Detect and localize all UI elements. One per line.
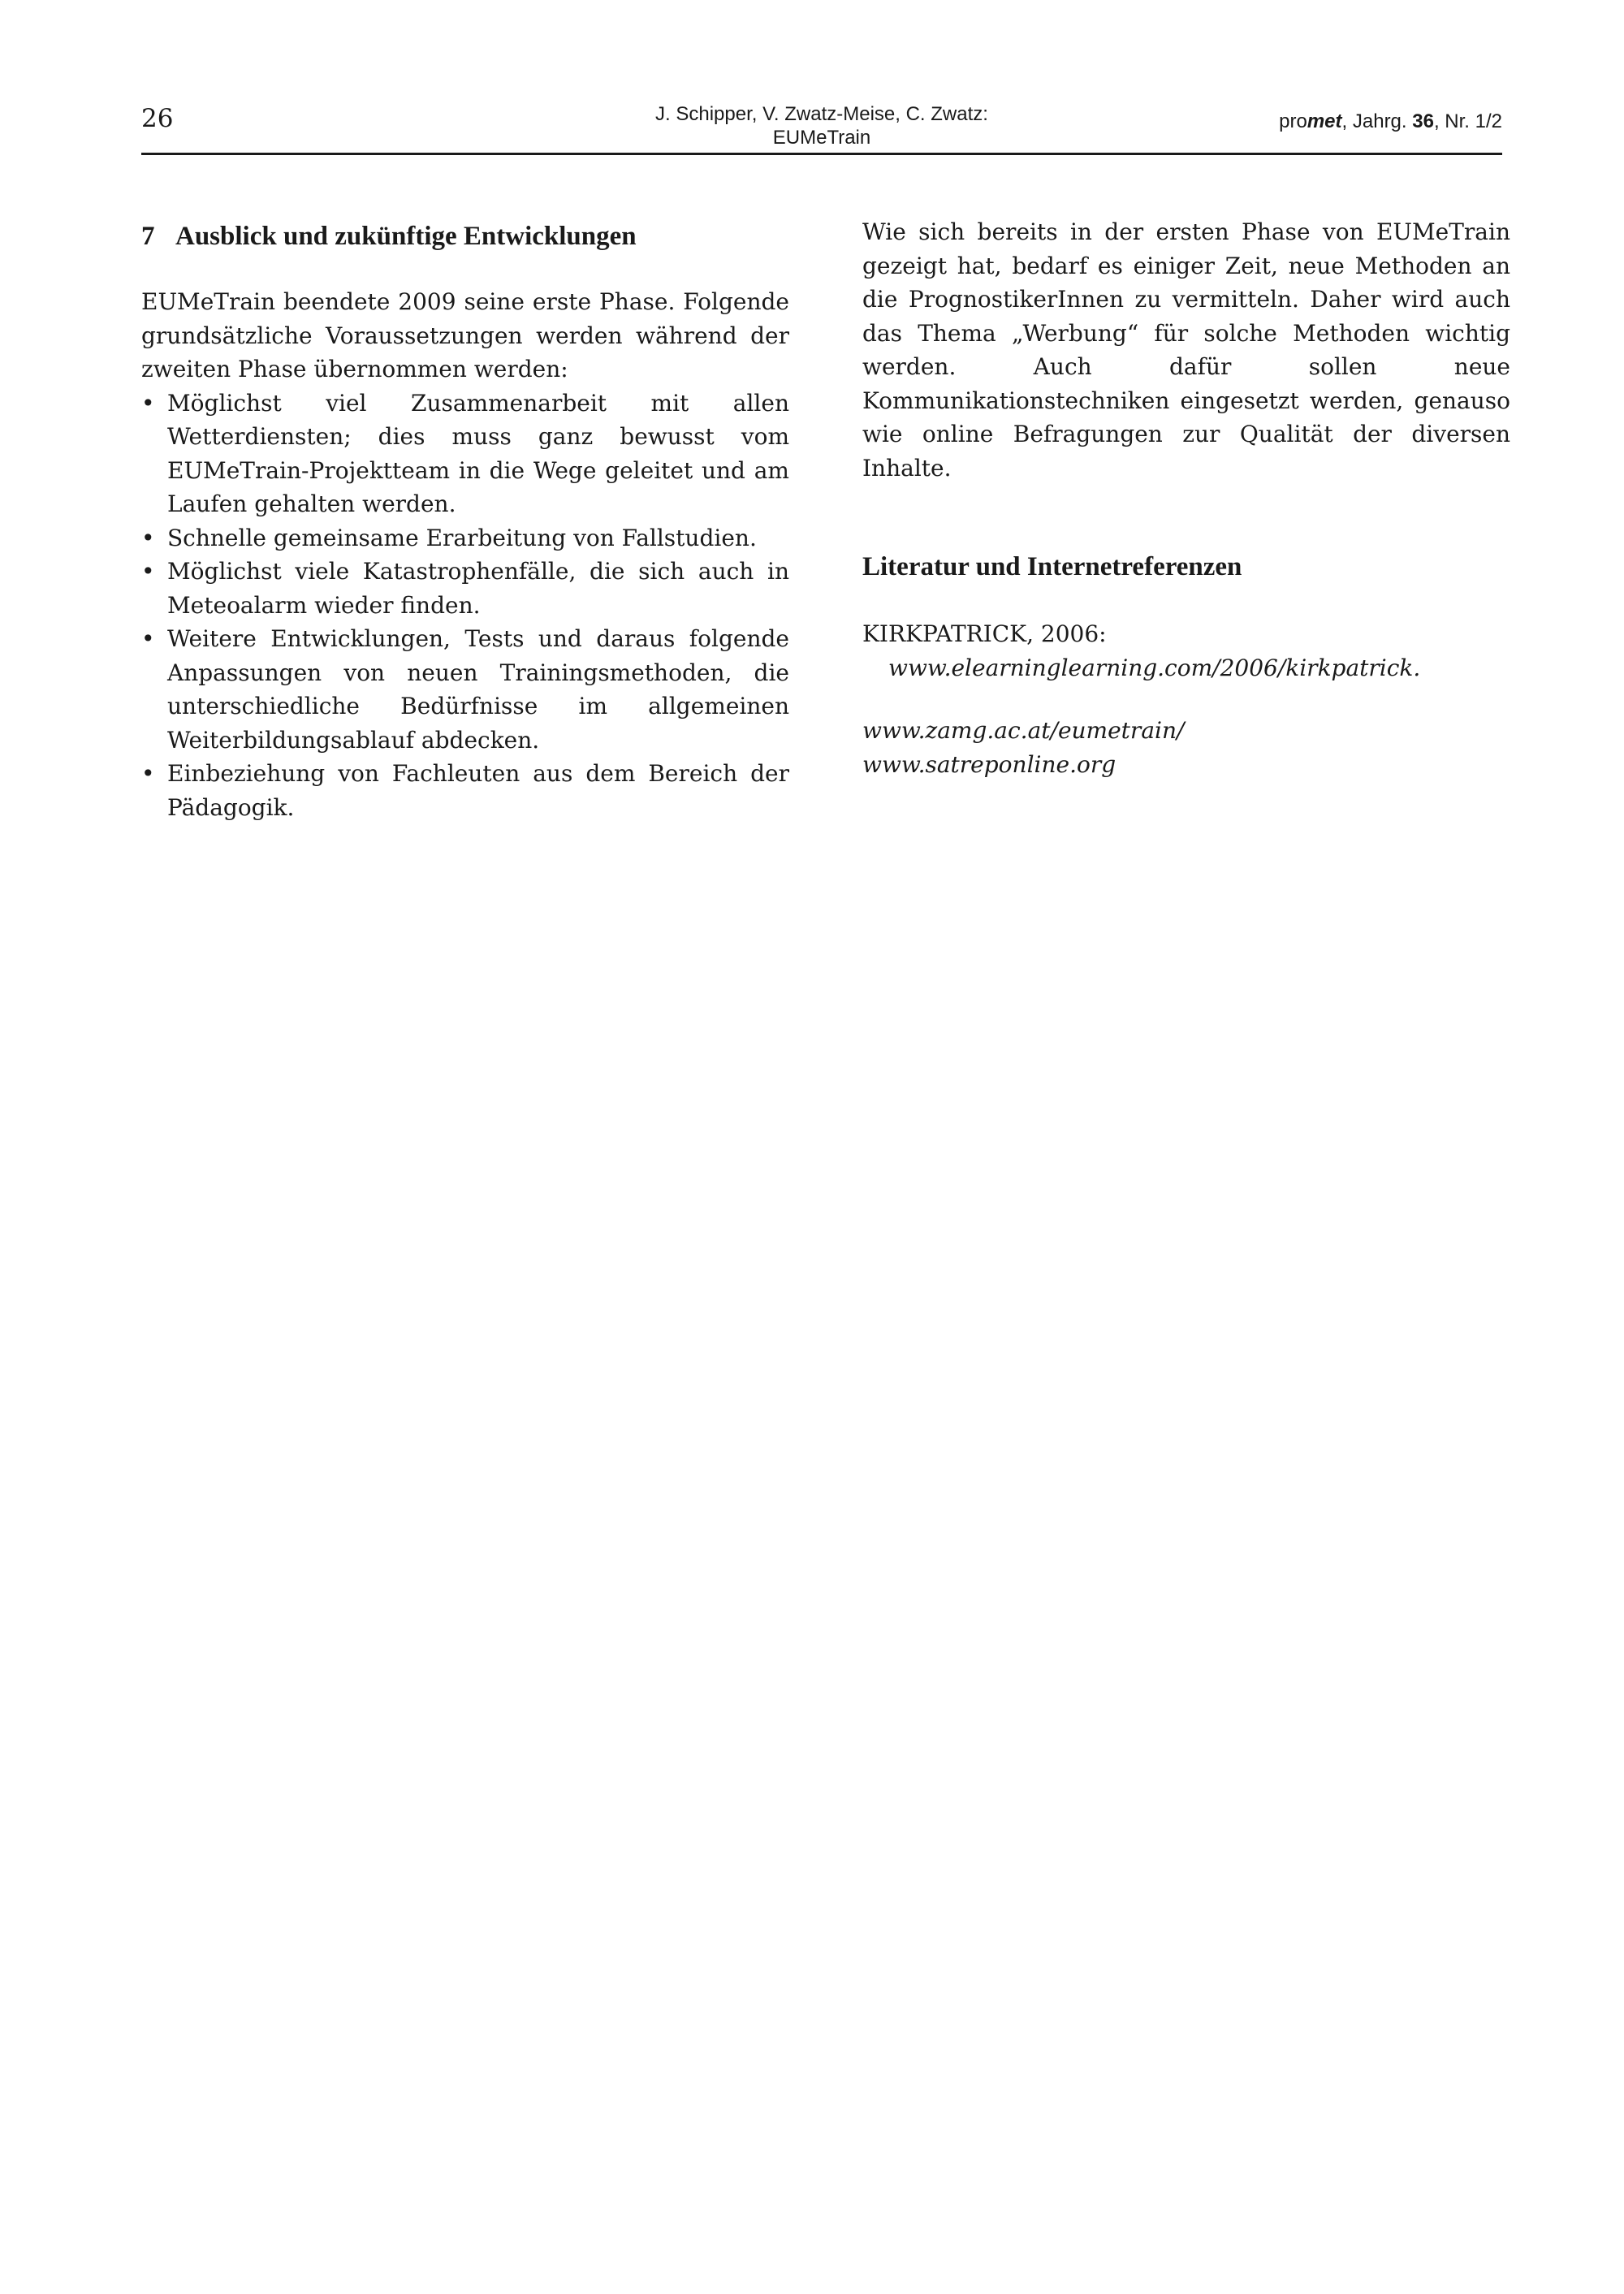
bullet-marker: • [141,524,155,551]
requirements-list [141,387,789,825]
list-item-text: Möglichst viele Katastrophenfälle, die sich auch in Meteoalarm wieder finden. [167,558,789,619]
list-item [141,387,789,521]
web-link-zamg[interactable]: www.zamg.ac.at/eumetrain/ [862,717,1185,744]
journal-issue: , Nr. 1/2 [1433,110,1502,132]
list-item [141,521,789,555]
reference-author-year: KIRKPATRICK, 2006: [862,620,1107,647]
running-title-authors: J. Schipper, V. Zwatz-Meise, C. Zwatz: [655,103,988,125]
journal-name-pre: pro [1279,110,1307,132]
journal-name-emph: met [1307,110,1342,132]
page-number: 26 [141,104,174,133]
section-number: 7 [141,222,155,251]
list-item [141,555,789,622]
bullet-marker: • [141,558,155,585]
list-item [141,757,789,824]
journal-volume: 36 [1412,110,1434,132]
references-heading: Literatur und Internetreferenzen [862,552,1242,581]
list-item-text: Weitere Entwicklungen, Tests und daraus folgende Anpassungen von neuen Trainingsmethoden, die unterschiedliche Bedürfnisse im allgemeinen Weiterbildungsablauf abdecken. [167,625,789,754]
list-item [141,622,789,757]
web-link-satrep[interactable]: www.satreponline.org [862,750,1116,778]
running-title-topic: EUMeTrain [772,127,871,149]
web-links [862,714,1510,781]
list-item-text: Schnelle gemeinsame Erarbeitung von Fallstudien. [167,524,757,551]
reference-entry [862,617,1510,685]
reference-url-link[interactable]: www.elearninglearning.com/2006/kirkpatrick. [888,654,1421,681]
section-heading [141,218,789,254]
page-header [141,102,1502,159]
journal-year-label: , Jahrg. [1341,110,1413,132]
bullet-marker: • [141,389,155,417]
left-column [141,215,789,824]
list-item-text: Möglichst viel Zusammenarbeit mit allen Wetterdiensten; dies muss ganz bewusst vom EUMeTrain-Projektteam in die Wege geleitet und am Laufen gehalten werden. [167,389,789,517]
journal-reference [1279,110,1502,133]
section-title: Ausblick und zukünftige Entwicklungen [175,222,637,251]
bullet-marker: • [141,625,155,652]
right-column [862,215,1510,781]
list-item-text: Einbeziehung von Fachleuten aus dem Bereich der Pädagogik. [167,760,789,821]
header-rule [141,153,1502,155]
section-intro-paragraph: EUMeTrain beendete 2009 seine erste Phase. Folgende grundsätzliche Voraussetzungen werden während der zweiten Phase übernommen werden: [141,288,789,382]
bullet-marker: • [141,760,155,787]
continuation-paragraph: Wie sich bereits in der ersten Phase von EUMeTrain gezeigt hat, bedarf es einiger Zeit, neue Methoden an die PrognostikerInnen zu vermitteln. Daher wird auch das Thema „Werbung“ für solche Methoden wichtig werden. Auch dafür sollen neue Kommunikationstechniken eingesetzt werden, genauso wie online Befragungen zur Qualität der diversen Inhalte. [862,218,1510,482]
